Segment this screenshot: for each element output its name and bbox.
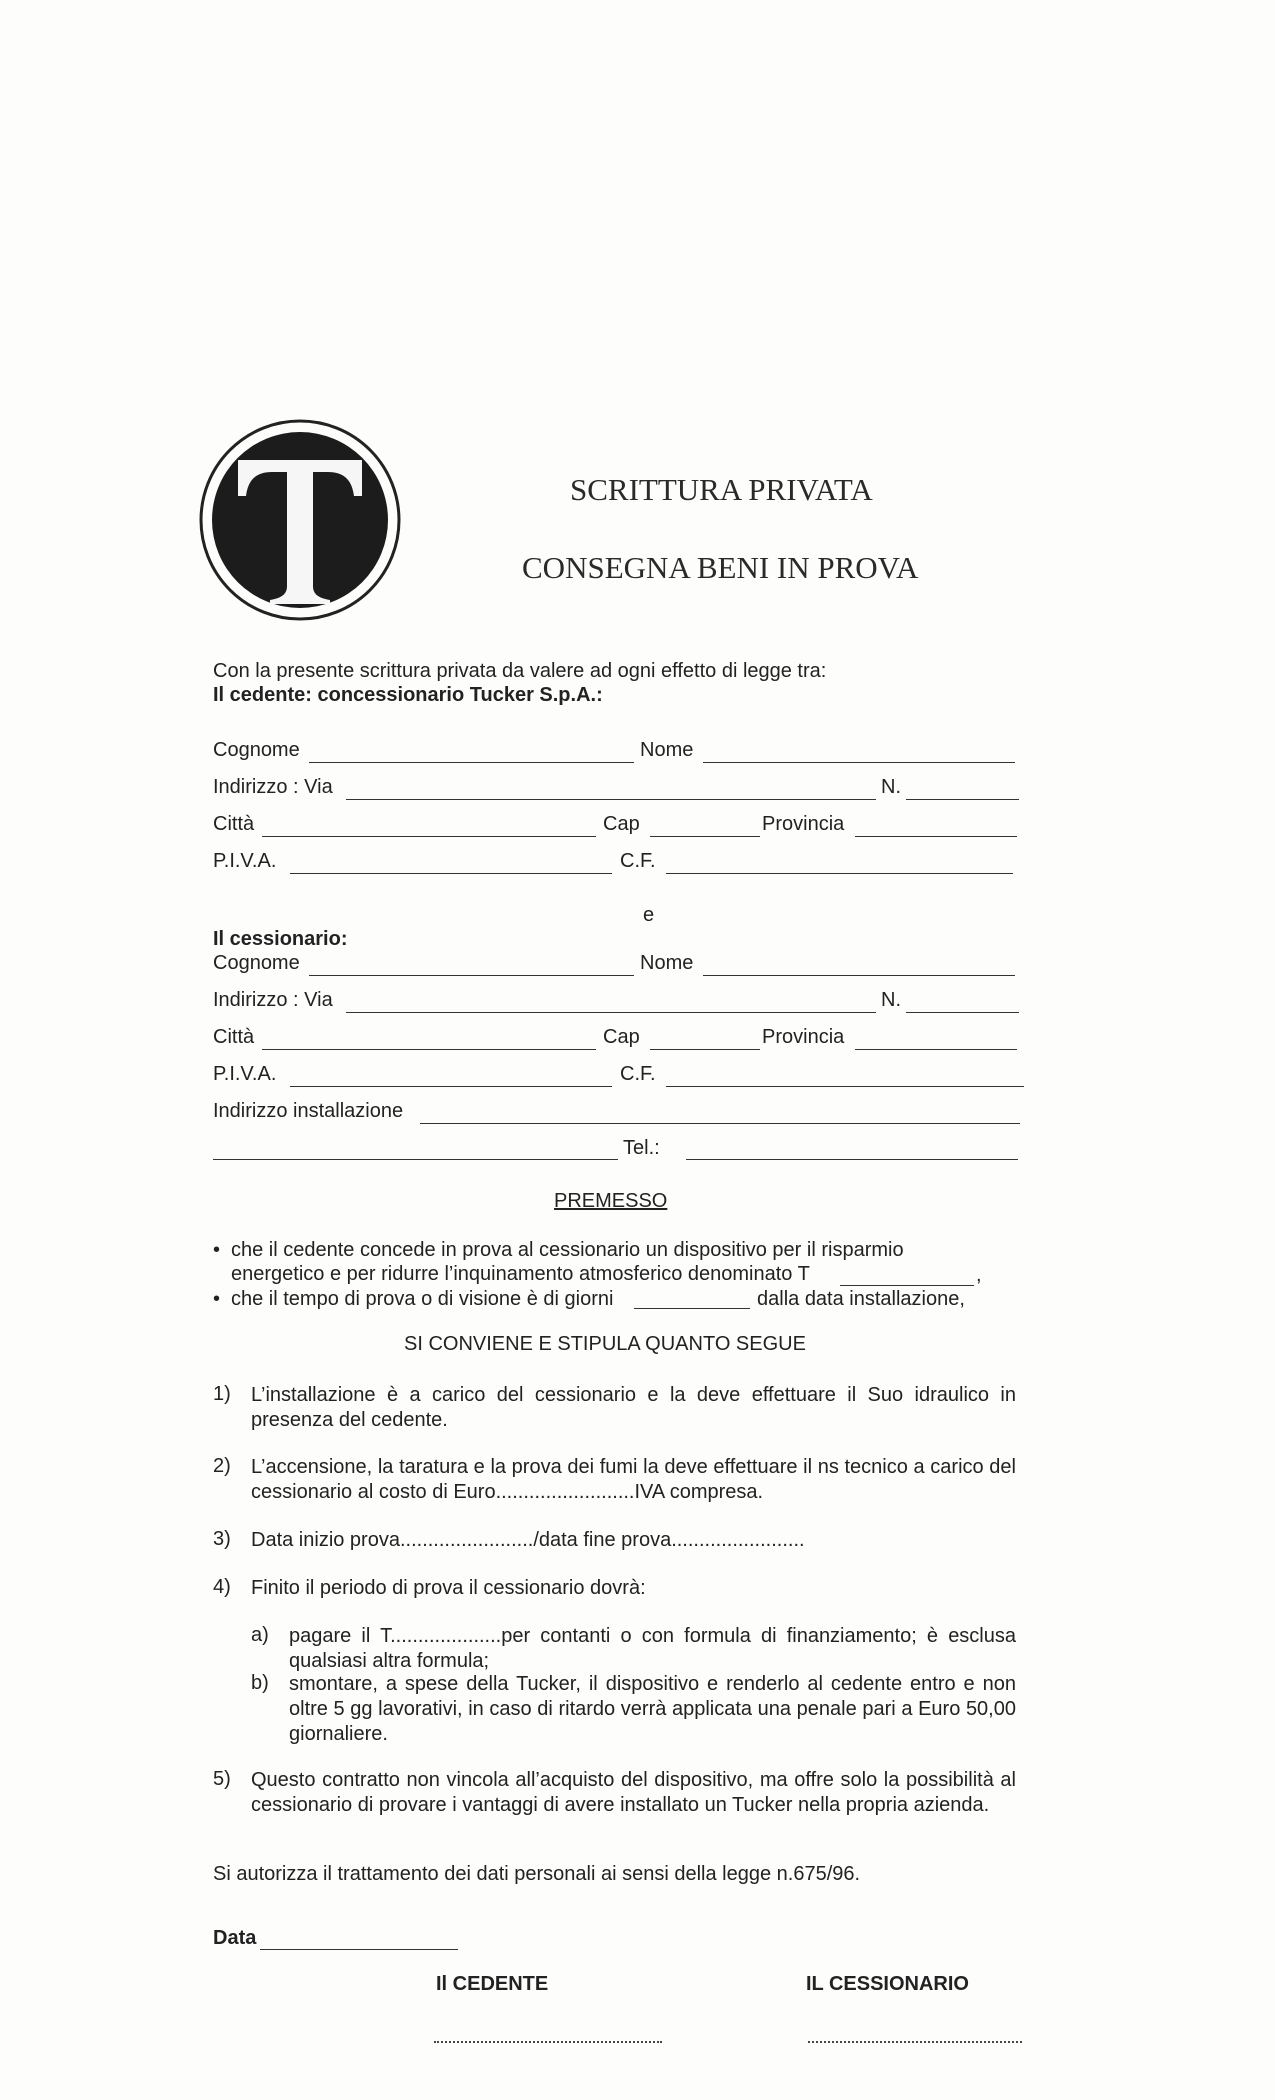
cessionario-signature-label: IL CESSIONARIO (806, 1973, 969, 1995)
cedente-cf-label: C.F. (620, 850, 656, 872)
cessionario-cf-field[interactable] (666, 1086, 1024, 1087)
cessionario-cap-label: Cap (603, 1026, 640, 1048)
data-label: Data (213, 1927, 257, 1949)
cessionario-citta-label: Città (213, 1026, 255, 1048)
cessionario-nome-field[interactable] (703, 975, 1015, 976)
clause-number: 3) (213, 1528, 231, 1550)
cessionario-provincia-field[interactable] (855, 1049, 1017, 1050)
indirizzo-installazione-label: Indirizzo installazione (213, 1100, 404, 1122)
cedente-cognome-label: Cognome (213, 739, 300, 761)
indirizzo-installazione-field-2[interactable] (213, 1159, 618, 1160)
cedente-piva-label: P.I.V.A. (213, 850, 277, 872)
premesso-item-2-end: dalla data installazione, (757, 1288, 965, 1310)
cessionario-numero-field[interactable] (906, 1012, 1019, 1013)
cedente-cf-field[interactable] (666, 873, 1013, 874)
bullet-icon: • (213, 1288, 221, 1310)
cedente-cognome-field[interactable] (309, 762, 634, 763)
document-subtitle: CONSEGNA BENI IN PROVA (522, 550, 919, 585)
cessionario-piva-label: P.I.V.A. (213, 1063, 277, 1085)
cessionario-heading: Il cessionario: (213, 928, 348, 950)
cessionario-cap-field[interactable] (650, 1049, 760, 1050)
cessionario-cognome-label: Cognome (213, 952, 300, 974)
cedente-nome-field[interactable] (703, 762, 1015, 763)
cedente-cap-label: Cap (603, 813, 640, 835)
clause-4: Finito il periodo di prova il cessionario dovrà: (251, 1577, 646, 1599)
dispositivo-name-field[interactable] (840, 1285, 974, 1286)
cedente-numero-label: N. (881, 776, 901, 798)
premesso-item-2: che il tempo di prova o di visione è di giorni (231, 1288, 614, 1310)
cessionario-numero-label: N. (881, 989, 901, 1011)
cessionario-indirizzo-label: Indirizzo : Via (213, 989, 333, 1011)
clause-5: Questo contratto non vincola all’acquisto del dispositivo, ma offre solo la possibilità al cessionario di provare i vantaggi di avere installato un Tucker nella propria azienda. (251, 1769, 1016, 1816)
letter-t-circle-icon (198, 418, 402, 622)
giorni-prova-field[interactable] (634, 1308, 750, 1309)
cedente-provincia-field[interactable] (855, 836, 1017, 837)
cedente-citta-field[interactable] (262, 836, 596, 837)
document-title: SCRITTURA PRIVATA (570, 472, 873, 507)
indirizzo-installazione-field[interactable] (420, 1123, 1020, 1124)
cedente-numero-field[interactable] (906, 799, 1019, 800)
cessionario-provincia-label: Provincia (762, 1026, 845, 1048)
clause-number: 2) (213, 1455, 231, 1477)
cedente-provincia-label: Provincia (762, 813, 845, 835)
cedente-cap-field[interactable] (650, 836, 760, 837)
clause-sub-number: b) (251, 1672, 269, 1694)
premesso-item-1: che il cedente concede in prova al cessionario un dispositivo per il risparmio (231, 1239, 904, 1261)
privacy-text: Si autorizza il trattamento dei dati personali ai sensi della legge n.675/96. (213, 1863, 861, 1885)
bullet-icon: • (213, 1239, 221, 1261)
cessionario-cognome-field[interactable] (309, 975, 634, 976)
cessionario-signature-field[interactable] (808, 2041, 1022, 2043)
clause-number: 1) (213, 1383, 231, 1405)
stipula-heading: SI CONVIENE E STIPULA QUANTO SEGUE (404, 1333, 806, 1355)
cedente-signature-field[interactable] (434, 2041, 662, 2043)
cessionario-citta-field[interactable] (262, 1049, 596, 1050)
tel-label: Tel.: (623, 1137, 660, 1159)
clause-number: 5) (213, 1768, 231, 1790)
cedente-heading: Il cedente: concessionario Tucker S.p.A.: (213, 684, 603, 706)
cedente-citta-label: Città (213, 813, 255, 835)
cessionario-cf-label: C.F. (620, 1063, 656, 1085)
cessionario-piva-field[interactable] (290, 1086, 612, 1087)
premesso-item-1-cont: energetico e per ridurre l’inquinamento atmosferico denominato T (231, 1263, 810, 1285)
intro-text: Con la presente scrittura privata da valere ad ogni effetto di legge tra: (213, 660, 827, 682)
premesso-heading: PREMESSO (554, 1190, 668, 1212)
premesso-item-1-end: , (976, 1264, 982, 1286)
cedente-indirizzo-field[interactable] (346, 799, 876, 800)
cedente-signature-label: Il CEDENTE (436, 1973, 549, 1995)
clause-sub-number: a) (251, 1624, 269, 1646)
clause-4b: smontare, a spese della Tucker, il dispositivo e renderlo al cedente entro e non oltre 5 gg lavorativi, in caso di ritardo verrà applicata una penale pari a Euro 50,00 giornaliere. (289, 1673, 1016, 1745)
conjunction-text: e (643, 904, 655, 926)
clause-1: L’installazione è a carico del cessionario e la deve effettuare il Suo idraulico in presenza del cedente. (251, 1384, 1016, 1431)
clause-4a: pagare il T....................per contanti o con formula di finanziamento; è esclusa qualsiasi altra formula; (289, 1625, 1016, 1672)
clause-number: 4) (213, 1576, 231, 1598)
cessionario-indirizzo-field[interactable] (346, 1012, 876, 1013)
cedente-indirizzo-label: Indirizzo : Via (213, 776, 333, 798)
clause-2: L’accensione, la taratura e la prova dei fumi la deve effettuare il ns tecnico a carico del cessionario al costo di Euro.........................IVA compresa. (251, 1456, 1016, 1503)
cedente-nome-label: Nome (640, 739, 694, 761)
data-field[interactable] (260, 1949, 458, 1950)
clause-3: Data inizio prova......................../data fine prova........................ (251, 1529, 805, 1551)
tel-field[interactable] (686, 1159, 1018, 1160)
cedente-piva-field[interactable] (290, 873, 612, 874)
cessionario-nome-label: Nome (640, 952, 694, 974)
